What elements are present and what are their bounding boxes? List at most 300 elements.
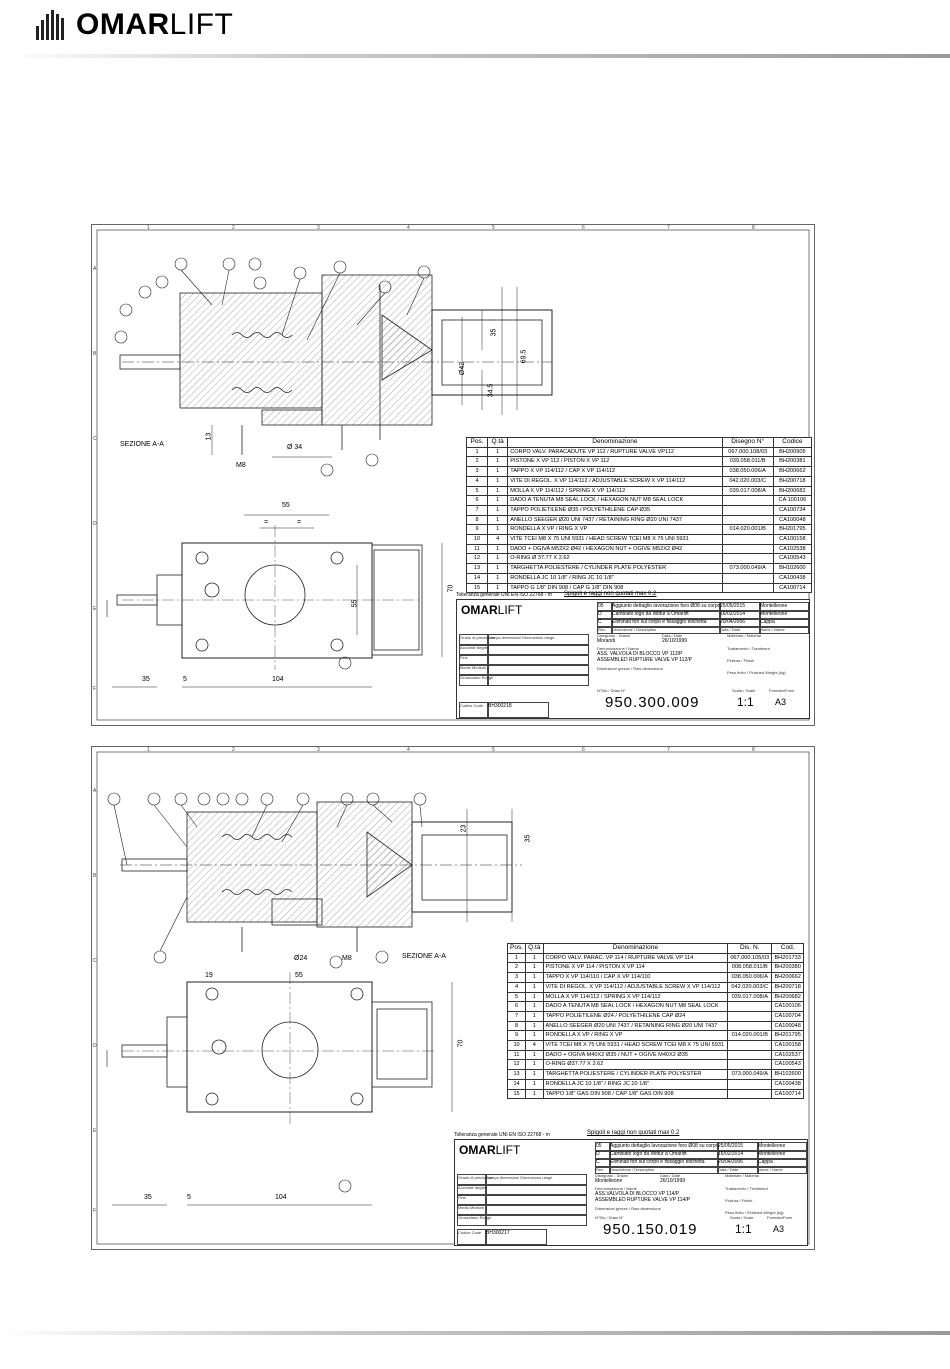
bom-cell: RONDELLA JC 10 1/8" / RING JC 10 1/8" — [508, 573, 722, 583]
bom-cell — [728, 1050, 772, 1060]
bom-cell: VITE DI REGOL. X VP 114/112 / ADJUSTABLE SCREW X VP 114/112 — [543, 982, 728, 992]
bom-cell: 1 — [488, 583, 508, 593]
dim-d42: Ø42 — [459, 361, 467, 376]
bom-cell: BH200380 — [772, 963, 804, 973]
revision-id: C — [597, 618, 613, 628]
format-label: Formato/Form — [767, 1215, 793, 1220]
bom-header-row — [467, 438, 812, 448]
bom-row — [467, 486, 812, 496]
bom-cell — [728, 1089, 772, 1099]
revision-description: Eliminati fori sul corpo e fissaggio etichetta — [609, 1158, 719, 1168]
title-english: ASSEMBLED RUPTURE VALVE VP 114/P — [595, 1197, 690, 1203]
dim-35-bottom-2: 35 — [144, 1194, 152, 1201]
dim-5: 5 — [183, 676, 187, 683]
title-english: ASSEMBLED RUPTURE VALVE VP 112/P — [597, 657, 692, 663]
bom-cell: 7 — [508, 1011, 526, 1021]
bom-row — [508, 953, 804, 963]
bom-cell: 1 — [488, 457, 508, 467]
bom-cell: TARGHETTA POLIESTERE / CYLINDER PLATE POLYESTER — [508, 564, 722, 574]
bom-cell: 042.020.003/C — [722, 476, 773, 486]
bom-cell: CA100704 — [772, 1011, 804, 1021]
bom-cell: TARGHETTA POLIESTERE / CYLINDER PLATE POLYESTER — [543, 1070, 728, 1080]
bom-cell: 13 — [467, 564, 488, 574]
bom-cell: 9 — [467, 525, 488, 535]
bom-row — [508, 963, 804, 973]
material-label: Materiale / Material — [725, 1173, 760, 1178]
bom-cell — [722, 515, 773, 525]
format-label: Formato/Form — [769, 688, 795, 693]
bom-cell: 15 — [508, 1089, 526, 1099]
bom-cell: 073.000.049/A — [722, 564, 773, 574]
revision-date: 16/02/2014 — [719, 610, 761, 620]
material-label: Materiale / Material — [727, 633, 762, 638]
bom-cell: 1 — [467, 447, 488, 457]
revision-date: 25/05/2015 — [719, 602, 761, 612]
scale-label: Scala / Scale — [730, 1215, 754, 1220]
svg-text:D: D — [93, 1043, 97, 1049]
revision-description: Aggiunto dettaglio lavorazione foro Ø08 su corpo — [609, 1142, 719, 1152]
bom-row — [467, 515, 812, 525]
bom-cell: ANELLO SEEGER Ø20 UNI 7437 / RETAINING RING Ø20 UNI 7437 — [543, 1021, 728, 1031]
bom-cell: CORPO VALV. PARACADUTE VP 112 / RUPTURE VALVE VP112 — [508, 447, 722, 457]
dim-104: 104 — [272, 676, 284, 683]
bom-cell: CA100048 — [773, 515, 811, 525]
revision-name: Montelleone — [759, 610, 809, 620]
bom-cell: 2 — [508, 963, 526, 973]
dim-70: 70 — [447, 584, 455, 593]
bom-cell: 1 — [526, 1060, 543, 1070]
bom-cell: 12 — [467, 554, 488, 564]
bom-cell: DADO + OGIVA M40X2 Ø35 / NUT + OGIVE M40X2 Ø35 — [543, 1050, 728, 1060]
bom-cell: 1 — [488, 544, 508, 554]
svg-text:A: A — [93, 266, 97, 272]
bom-cell: CA100106 — [772, 1002, 804, 1012]
bom-cell: BH200718 — [772, 982, 804, 992]
bom-row — [467, 447, 812, 457]
svg-text:B: B — [93, 351, 97, 357]
bom-cell: 038.050.006/A — [728, 973, 772, 983]
revision-description: Eliminati fori sul corpo e fissaggio etichetta — [611, 618, 721, 628]
bill-of-materials-1 — [466, 437, 812, 593]
bom-cell: CA100714 — [773, 583, 811, 593]
bom-cell: 3 — [467, 467, 488, 477]
logo-mark-icon — [36, 10, 68, 40]
svg-text:4: 4 — [407, 225, 410, 231]
bom-cell: ANELLO SEEGER Ø20 UNI 7437 / RETAINING RING Ø20 UNI 7437 — [508, 515, 722, 525]
dim-eq-2: = — [297, 519, 302, 526]
revision-description: Cambiato logo da Wittur a Omarlift — [609, 1150, 719, 1160]
svg-text:5: 5 — [492, 747, 495, 753]
bom-cell: 5 — [467, 486, 488, 496]
drawing-number: 950.300.009 — [605, 694, 700, 711]
bom-cell: RONDELLA X VP / RING X VP — [508, 525, 722, 535]
range-label: Campo dimensioni Dimensions range — [485, 1174, 587, 1186]
bom-cell: RONDELLA JC 10 1/8" / RING JC 10 1/8" — [543, 1079, 728, 1089]
dim-m8-2: M8 — [342, 955, 352, 962]
revision-date: 25/05/2015 — [717, 1142, 759, 1152]
bom-cell: 1 — [488, 447, 508, 457]
svg-text:1: 1 — [147, 747, 150, 753]
revision-description: Aggiunto dettaglio lavorazione foro Ø08 su corpo — [611, 602, 721, 612]
bom-cell: BH201733 — [772, 953, 804, 963]
bom-cell: TAPPO X VP 114/112 / CAP X VP 114/112 — [508, 467, 722, 477]
drawing-sheet-1 — [91, 224, 815, 726]
grade-values — [485, 1214, 587, 1226]
bom-cell: 1 — [526, 1079, 543, 1089]
bom-cell: DADO A TENUTA M8 SEAL LOCK / HEXAGON NUT M8 SEAL LOCK — [508, 496, 722, 506]
grade-name: Fine — [459, 654, 489, 666]
top-view-2 — [107, 972, 452, 1205]
revision-id: D — [597, 610, 613, 620]
grade-name: Medio Medium — [459, 664, 489, 676]
bom-cell: O-RING Ø37.77 X 2.62 — [543, 1060, 728, 1070]
bom-cell: 3 — [508, 973, 526, 983]
revision-id: 05 — [597, 602, 613, 612]
bom-cell: 1 — [488, 476, 508, 486]
bom-cell: 6 — [467, 496, 488, 506]
bom-cell: VITE TCEI M8 X 75 UNI 5931 / HEAD SCREW TCEI M8 X 75 UNI 5931 — [543, 1041, 728, 1051]
rev-header: Rev. — [597, 626, 613, 634]
bom-cell: 1 — [488, 505, 508, 515]
bom-row — [467, 505, 812, 515]
rough-dims-label: Dimensioni grezze / Raw dimensions — [595, 1206, 661, 1211]
bom-cell: BH200662 — [772, 973, 804, 983]
section-label: SEZIONE A-A — [120, 441, 164, 448]
dim-35: 35 — [490, 328, 498, 337]
bom-row — [508, 1050, 804, 1060]
bom-cell: 6 — [508, 1002, 526, 1012]
bom-row — [467, 525, 812, 535]
svg-text:8: 8 — [752, 225, 755, 231]
bom-cell: BH200905 — [773, 447, 811, 457]
bom-cell: 4 — [467, 476, 488, 486]
bom-cell — [728, 1021, 772, 1031]
code-label: Codice Code — [459, 702, 489, 718]
bom-cell — [722, 544, 773, 554]
top-view-1 — [107, 525, 442, 687]
brand-light: LIFT — [495, 1143, 521, 1157]
revision-date: 20/04/2006 — [717, 1158, 759, 1168]
bom-row — [508, 973, 804, 983]
revision-id: D — [595, 1150, 611, 1160]
bom-cell: 039.017.008/A — [728, 992, 772, 1002]
svg-text:2: 2 — [232, 225, 235, 231]
bom-col-header: Denominazione — [508, 438, 722, 448]
bom-cell: TAPPO 1/8" GAS DIN 908 / CAP 1/8" GAS DIN 908 — [543, 1089, 728, 1099]
dim-5-2: 5 — [187, 1194, 191, 1201]
format-value: A3 — [773, 1224, 785, 1234]
bom-cell: CA100158 — [773, 535, 811, 545]
bom-cell: 11 — [467, 544, 488, 554]
bom-cell — [722, 554, 773, 564]
brand-bold: OMAR — [76, 8, 170, 41]
drawn-by: Montelleone — [595, 1178, 623, 1184]
revision-name: Cappa — [757, 1158, 807, 1168]
bom-cell: CORPO VALV. PARAC. VP 114 / RUPTURE VALVE VP 114 — [543, 953, 728, 963]
bom-cell: VITE DI REGOL. X VP 114/112 / ADJUSTABLE SCREW X VP 114/112 — [508, 476, 722, 486]
bom-cell: 7 — [467, 505, 488, 515]
bom-cell: 073.000.049/A — [728, 1070, 772, 1080]
dim-35-2: 35 — [524, 834, 532, 843]
bom-cell: 1 — [488, 554, 508, 564]
revision-id: C — [595, 1158, 611, 1168]
bom-cell: TAPPO POLIETILENE Ø24 / POLYETHILENE CAP Ø24 — [543, 1011, 728, 1021]
rev-header: Rev. — [595, 1166, 611, 1174]
grade-name: Grossolano Rough — [457, 1214, 487, 1226]
tolerance-note: Tolleranza generale UNI EN ISO 22768 - m — [456, 592, 552, 598]
bom-col-header: Cod. — [772, 944, 804, 954]
bom-row — [508, 1021, 804, 1031]
bom-row — [467, 476, 812, 486]
title-italian: ASS. VALVOLA DI BLOCCO VP 112/P — [597, 651, 683, 657]
brand-bold: OMAR — [459, 1143, 496, 1157]
bom-row — [508, 1041, 804, 1051]
bom-cell: CA100543 — [773, 554, 811, 564]
brand-light: LIFT — [169, 8, 234, 41]
bom-cell: 8 — [508, 1021, 526, 1031]
dim-13: 13 — [205, 432, 213, 441]
bom-cell — [722, 573, 773, 583]
dim-34-5: 34.5 — [487, 383, 495, 398]
rev-header: Data / Date — [719, 626, 761, 634]
bom-row — [508, 982, 804, 992]
bom-cell — [722, 496, 773, 506]
bom-cell: 1 — [526, 1021, 543, 1031]
finish-label: Finitura / Finish — [727, 658, 755, 663]
bom-cell: CA100438 — [772, 1079, 804, 1089]
svg-text:4: 4 — [407, 747, 410, 753]
revision-date: 20/04/2006 — [719, 618, 761, 628]
dim-19: 19 — [205, 972, 213, 979]
bom-cell: BH200662 — [773, 467, 811, 477]
code-value: BH300217 — [485, 1229, 547, 1245]
revision-id: 05 — [595, 1142, 611, 1152]
drawing-no-label: N°Dis / Draw N° — [595, 1215, 624, 1220]
bom-cell: 067.000.105/03 — [728, 953, 772, 963]
grade-name: Fine — [457, 1194, 487, 1206]
bom-cell: BH200718 — [773, 476, 811, 486]
drawing-sheet-2 — [91, 746, 815, 1250]
bom-cell: 1 — [526, 992, 543, 1002]
bom-header-row — [508, 944, 804, 954]
bom-row — [467, 457, 812, 467]
bom-cell: BH201795 — [772, 1031, 804, 1041]
bom-cell — [728, 1011, 772, 1021]
bom-row — [467, 554, 812, 564]
date-label: Data / Date — [660, 1173, 681, 1178]
bom-cell: PISTONE X VP 114 / PISTON X VP 114 — [543, 963, 728, 973]
bom-cell: 1 — [488, 496, 508, 506]
bom-cell: 1 — [488, 573, 508, 583]
svg-text:B: B — [93, 873, 97, 879]
bom-cell: 1 — [526, 963, 543, 973]
revision-description: Cambiato logo da Wittur a Omarlift — [611, 610, 721, 620]
title-block-1 — [456, 599, 810, 719]
bom-cell: DADO A TENUTA M8 SEAL LOCK / HEXAGON NUT M8 SEAL LOCK — [543, 1002, 728, 1012]
revision-name: Montelleone — [757, 1150, 807, 1160]
bom-cell: 12 — [508, 1060, 526, 1070]
drawing-number: 950.150.019 — [603, 1221, 698, 1238]
bom-cell: PISTONE X VP 112 / PISTON X VP 112 — [508, 457, 722, 467]
bom-cell — [728, 1060, 772, 1070]
bom-cell: 1 — [488, 486, 508, 496]
title-block-2 — [454, 1139, 808, 1246]
bom-cell: BH201795 — [773, 525, 811, 535]
bom-row — [508, 1011, 804, 1021]
bom-col-header: Codice — [773, 438, 811, 448]
bom-row — [467, 573, 812, 583]
bom-cell — [722, 535, 773, 545]
section-label-2: SEZIONE A-A — [402, 953, 446, 960]
bom-cell: 1 — [508, 953, 526, 963]
bom-cell: 1 — [526, 1002, 543, 1012]
dim-69-5: 69.5 — [520, 349, 528, 364]
title-label: Denominazione / Name — [597, 646, 639, 651]
title-block-logo — [461, 603, 571, 617]
bom-cell: VITE TCEI M8 X 75 UNI 5931 / HEAD SCREW TCEI M8 X 75 UNI 5931 — [508, 535, 722, 545]
bom-cell: BH200682 — [772, 992, 804, 1002]
svg-text:C: C — [93, 958, 97, 964]
bill-of-materials-2 — [507, 943, 804, 1099]
svg-text:A: A — [93, 788, 97, 794]
bom-cell: BH200682 — [773, 486, 811, 496]
revision-name: Montelleone — [759, 602, 809, 612]
bom-cell: CA102537 — [772, 1050, 804, 1060]
bom-cell: 1 — [488, 467, 508, 477]
bom-cell: 14 — [508, 1079, 526, 1089]
svg-text:7: 7 — [667, 747, 670, 753]
code-value: BH300218 — [487, 702, 549, 718]
svg-text:D: D — [93, 521, 97, 527]
bom-cell: MOLLA X VP 114/112 / SPRING X VP 114/112 — [543, 992, 728, 1002]
edges-note-2: Spigoli e raggi non quotati max 0.2 — [587, 1130, 680, 1136]
grade-name: Grossolano Rough — [459, 674, 489, 686]
bom-cell: CA 100106 — [773, 496, 811, 506]
bom-row — [467, 544, 812, 554]
rough-dims-label: Dimensioni grezze / Raw dimensions — [597, 666, 663, 671]
edges-note: Spigoli e raggi non quotati max 0.2 — [564, 591, 657, 597]
revision-name: Montelleone — [757, 1142, 807, 1152]
grade-label: Grado di precisione — [459, 634, 489, 646]
bom-cell: 039.058.011/B — [722, 457, 773, 467]
svg-text:F: F — [93, 686, 97, 692]
rev-header: Descrizione / Description — [609, 1166, 719, 1174]
title-block-logo — [459, 1143, 569, 1157]
bom-cell: 11 — [508, 1050, 526, 1060]
bom-col-header: Pos. — [467, 438, 488, 448]
dim-70-2: 70 — [457, 1039, 465, 1048]
bom-row — [508, 1060, 804, 1070]
dim-55: 55 — [282, 502, 290, 509]
date-value: 26/10/1999 — [660, 1178, 686, 1184]
treatment-label: Trattamento / Treatment — [727, 646, 770, 651]
svg-text:E: E — [93, 606, 97, 612]
bom-cell: 4 — [526, 1041, 543, 1051]
weight-label: Peso finito / Finished Weight (kg) — [727, 670, 786, 675]
svg-text:1: 1 — [147, 225, 150, 231]
bom-col-header: Denominazione — [543, 944, 728, 954]
svg-text:5: 5 — [492, 225, 495, 231]
format-value: A3 — [775, 697, 787, 707]
rev-header: Nome / Name — [759, 626, 809, 634]
bom-cell: MOLLA X VP 114/112 / SPRING X VP 114/112 — [508, 486, 722, 496]
bom-cell: 9 — [508, 1031, 526, 1041]
dim-eq-1: = — [264, 519, 269, 526]
section-view-1 — [120, 275, 552, 455]
bom-cell: 014.020.001/B — [728, 1031, 772, 1041]
drawn-label: Disegnato - Drawn — [595, 1173, 629, 1178]
bom-row — [508, 1089, 804, 1099]
dim-35-bottom: 35 — [142, 676, 150, 683]
bom-cell: CA100438 — [773, 573, 811, 583]
bom-cell: 5 — [508, 992, 526, 1002]
dim-d34: Ø 34 — [287, 444, 303, 451]
svg-text:3: 3 — [317, 225, 320, 231]
bom-cell: 1 — [526, 1070, 543, 1080]
bom-cell: RONDELLA X VP / RING X VP — [543, 1031, 728, 1041]
revision-name: Cappa — [759, 618, 809, 628]
finish-label: Finitura / Finish — [725, 1198, 753, 1203]
bom-col-header: Q.tà — [488, 438, 508, 448]
bom-cell: 1 — [526, 1031, 543, 1041]
svg-text:E: E — [93, 1128, 97, 1134]
bom-row — [508, 1070, 804, 1080]
tolerance-note-2: Tolleranza generale UNI EN ISO 22768 - m — [454, 1132, 550, 1138]
bom-cell — [728, 1041, 772, 1051]
bom-cell: 10 — [467, 535, 488, 545]
date-label: Data / Date — [662, 633, 683, 638]
title-italian: ASS.VALVOLA DI BLOCCO VP 114/P — [595, 1191, 680, 1197]
bom-row — [467, 535, 812, 545]
svg-text:2: 2 — [232, 747, 235, 753]
svg-text:F: F — [93, 1208, 97, 1214]
bom-cell: 13 — [508, 1070, 526, 1080]
bom-cell: 8 — [467, 515, 488, 525]
bom-cell — [728, 1079, 772, 1089]
dim-104-2: 104 — [275, 1194, 287, 1201]
svg-text:6: 6 — [582, 225, 585, 231]
grade-label: Grado di precisione — [457, 1174, 487, 1186]
omarlift-logo — [36, 10, 233, 40]
brand-light: LIFT — [497, 603, 523, 617]
range-label: Campo dimensioni Dimensions range — [487, 634, 589, 646]
bom-cell: 014.020.001/B — [722, 525, 773, 535]
bom-col-header: Q.tà — [526, 944, 543, 954]
bom-cell: 1 — [526, 1089, 543, 1099]
scale-value: 1:1 — [737, 695, 754, 709]
bom-cell — [722, 505, 773, 515]
bom-cell: 008.058.011/B — [728, 963, 772, 973]
bom-cell: 067.000.108/03 — [722, 447, 773, 457]
bom-cell — [728, 1002, 772, 1012]
bom-cell: 1 — [488, 515, 508, 525]
grade-name: Accurate degree — [457, 1184, 487, 1196]
header-rule — [0, 54, 950, 58]
bom-cell — [722, 583, 773, 593]
dim-d24: Ø24 — [294, 955, 308, 962]
bom-cell: 14 — [467, 573, 488, 583]
bom-cell: 039.017.008/A — [722, 486, 773, 496]
bom-row — [467, 496, 812, 506]
bom-row — [508, 1079, 804, 1089]
grade-name: Accurate degree — [459, 644, 489, 656]
bom-cell: BH200381 — [773, 457, 811, 467]
bom-cell: 1 — [488, 525, 508, 535]
bom-cell: 4 — [488, 535, 508, 545]
revision-date: 16/02/2014 — [717, 1150, 759, 1160]
svg-text:6: 6 — [582, 747, 585, 753]
svg-text:8: 8 — [752, 747, 755, 753]
